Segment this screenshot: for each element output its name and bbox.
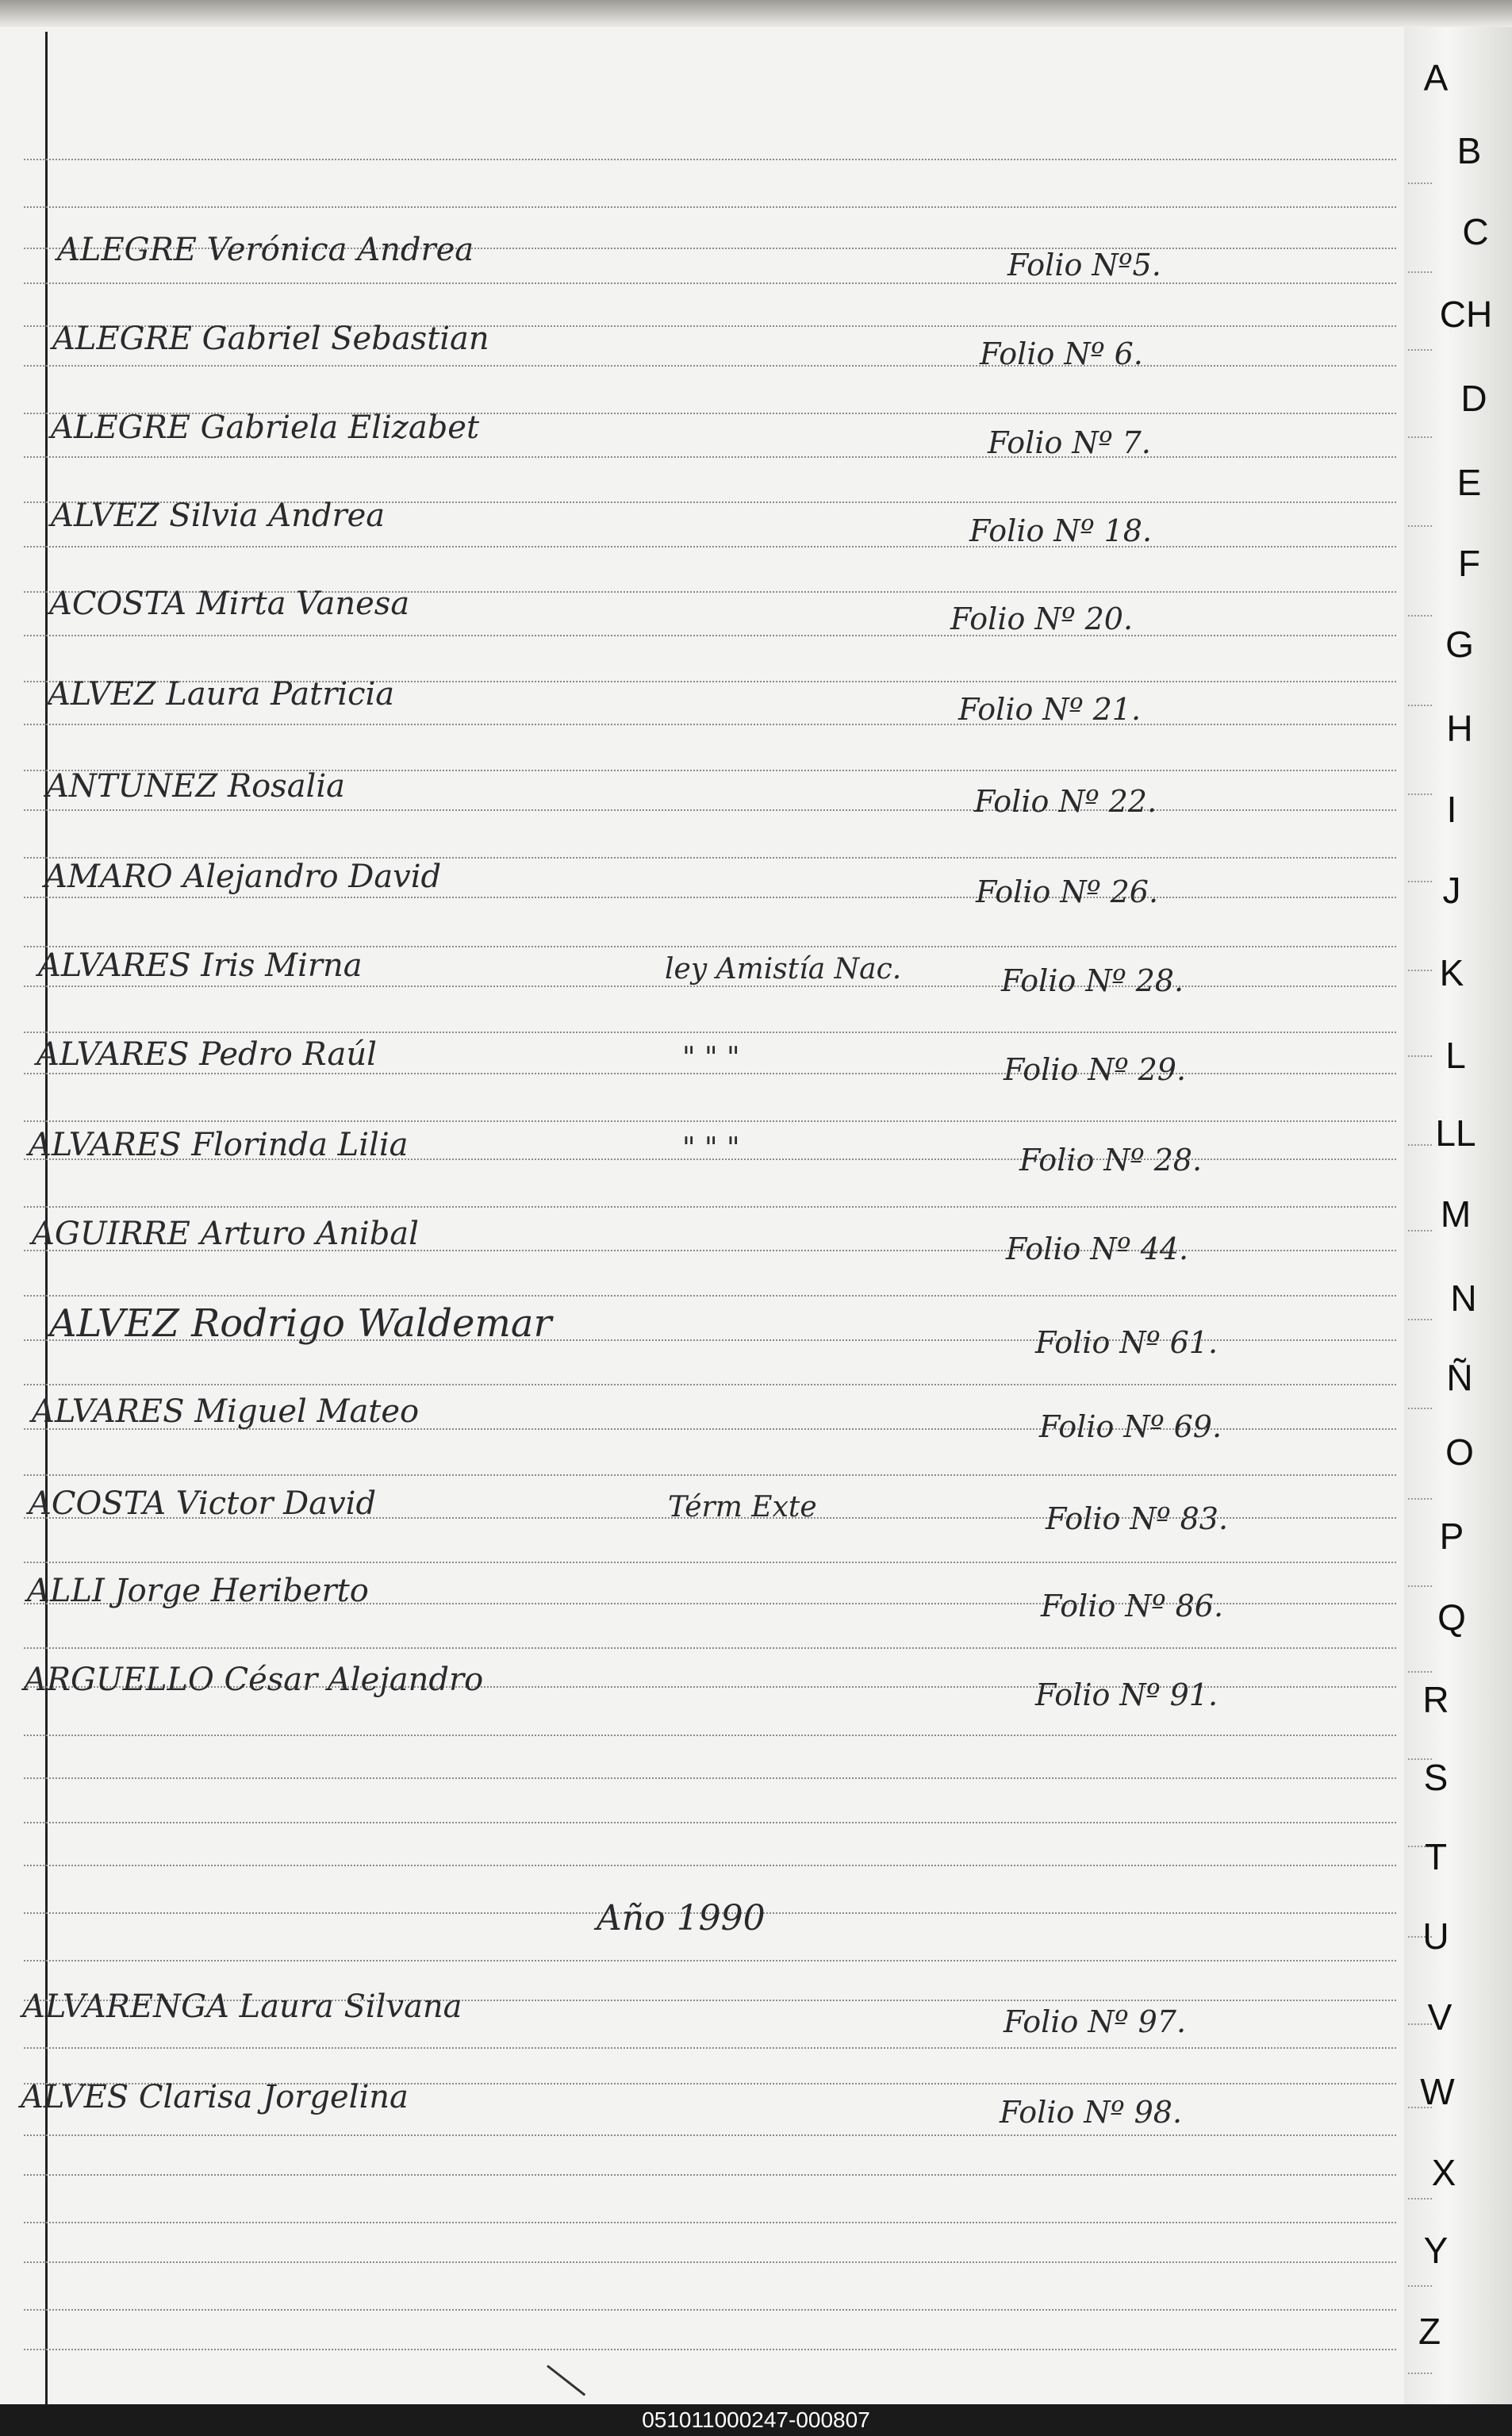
ruled-line: [24, 1865, 1396, 1866]
top-edge: [0, 0, 1512, 27]
ledger-entry: [0, 305, 1404, 376]
ledger-entry: [0, 1200, 1404, 1271]
index-tab-j[interactable]: J: [1442, 870, 1461, 911]
entry-folio: Folio Nº 26.: [976, 874, 1159, 909]
entry-name: ALVARES Miguel Mateo: [32, 1393, 420, 1430]
entry-name: AMARO Alejandro David: [44, 859, 442, 895]
entry-folio: Folio Nº 21.: [958, 692, 1142, 727]
ledger-entry: [0, 660, 1404, 732]
index-tab-f[interactable]: F: [1457, 543, 1481, 584]
entry-name: ACOSTA Victor David: [29, 1485, 377, 1522]
ledger-entry: [0, 752, 1404, 824]
index-tab-m[interactable]: M: [1440, 1193, 1472, 1235]
entry-folio: Folio Nº 6.: [980, 336, 1143, 371]
ledger-entry: [0, 843, 1404, 914]
entry-folio: Folio Nº 69.: [1039, 1409, 1222, 1444]
ruled-line: [24, 206, 1396, 208]
entry-name: ALVEZ Rodrigo Waldemar: [49, 1301, 552, 1346]
ledger-entry: [0, 932, 1404, 1003]
entry-name: ALVARES Pedro Raúl: [36, 1036, 377, 1073]
index-tab-v[interactable]: V: [1427, 1996, 1453, 2038]
year-heading: Año 1990: [597, 1898, 766, 1938]
entry-note: Térm Exte: [668, 1491, 817, 1523]
ruled-line: [24, 2134, 1396, 2136]
ledger-entry: [0, 216, 1404, 287]
entry-name: ARGUELLO César Alejandro: [24, 1662, 484, 1698]
entry-note: " " ": [682, 1042, 740, 1074]
index-tab-u[interactable]: U: [1422, 1915, 1449, 1957]
entry-name: ALLI Jorge Heriberto: [27, 1573, 369, 1609]
entry-name: ALVARENGA Laura Silvana: [22, 1988, 462, 2025]
index-tab-c[interactable]: C: [1462, 211, 1489, 252]
index-tab-s[interactable]: S: [1423, 1757, 1449, 1798]
entry-folio: Folio Nº 91.: [1035, 1677, 1218, 1712]
ruled-line-edge: [1408, 2285, 1432, 2287]
ruled-line-edge: [1408, 1408, 1432, 1409]
entry-folio: Folio Nº 20.: [950, 601, 1134, 636]
index-tab-y[interactable]: Y: [1423, 2230, 1449, 2271]
ruled-line: [24, 1960, 1396, 1961]
entry-name: ALEGRE Gabriel Sebastian: [52, 321, 489, 357]
entry-folio: Folio Nº 18.: [969, 513, 1153, 548]
index-tab-ch[interactable]: CH: [1439, 294, 1493, 335]
entry-folio: Folio Nº 29.: [1004, 1052, 1187, 1087]
document-id: 051011000247-000807: [0, 2404, 1512, 2436]
ledger-entry: [0, 1470, 1404, 1541]
ruled-line-edge: [1408, 1585, 1432, 1587]
entry-folio: Folio Nº5.: [1007, 248, 1161, 282]
index-tab-h[interactable]: H: [1446, 708, 1473, 749]
ledger-entry: [0, 1020, 1404, 1092]
entry-folio: Folio Nº 44.: [1006, 1231, 1189, 1266]
index-tab-l[interactable]: L: [1445, 1035, 1466, 1076]
ruled-line: [24, 2222, 1396, 2223]
entry-folio: Folio Nº 7.: [988, 425, 1151, 460]
index-tab-t[interactable]: T: [1424, 1836, 1448, 1877]
entry-folio: Folio Nº 28.: [1001, 963, 1184, 998]
ledger-entry: [0, 1557, 1404, 1628]
entry-name: ALVEZ Silvia Andrea: [51, 498, 386, 534]
ruled-line: [24, 2261, 1396, 2263]
ruled-line: [24, 1735, 1396, 1736]
entry-folio: Folio Nº 22.: [974, 784, 1157, 819]
ledger-entry: [0, 394, 1404, 465]
index-tab-o[interactable]: O: [1445, 1431, 1474, 1473]
entry-folio: Folio Nº 61.: [1035, 1325, 1218, 1360]
index-tab-q[interactable]: Q: [1437, 1596, 1466, 1638]
ruled-line-edge: [1408, 183, 1432, 184]
index-tab-w[interactable]: W: [1420, 2071, 1455, 2112]
ruled-line-edge: [1408, 349, 1432, 351]
entry-name: ALEGRE Verónica Andrea: [57, 232, 474, 268]
ruled-line: [24, 2349, 1396, 2350]
index-tab-r[interactable]: R: [1422, 1679, 1449, 1720]
ruled-line-edge: [1408, 271, 1432, 273]
entry-name: ACOSTA Mirta Vanesa: [49, 586, 410, 622]
entry-note: ley Amistía Nac.: [665, 953, 902, 986]
ledger-entry: [0, 1973, 1404, 2044]
entry-name: ALVARES Florinda Lilia: [29, 1127, 409, 1163]
ruled-line: [24, 1822, 1396, 1823]
ruled-line: [24, 2174, 1396, 2176]
index-tab-k[interactable]: K: [1439, 952, 1464, 993]
index-tab-z[interactable]: Z: [1418, 2311, 1441, 2352]
index-tab-p[interactable]: P: [1439, 1516, 1464, 1557]
ledger-entry: [0, 1293, 1404, 1365]
ruled-line-edge: [1408, 615, 1432, 617]
entry-name: ALVARES Iris Mirna: [38, 947, 363, 984]
index-tab-n[interactable]: N: [1450, 1278, 1477, 1319]
ruled-line-edge: [1408, 2373, 1432, 2374]
entry-name: ANTUNEZ Rosalia: [46, 768, 345, 805]
entry-note: " " ": [682, 1132, 740, 1165]
index-tab-b[interactable]: B: [1456, 130, 1482, 171]
entry-folio: Folio Nº 28.: [1019, 1143, 1203, 1178]
entry-folio: Folio Nº 97.: [1004, 2004, 1187, 2039]
ruled-line: [24, 1777, 1396, 1779]
ruled-line-edge: [1408, 525, 1432, 527]
ruled-line-edge: [1408, 1498, 1432, 1500]
entry-folio: Folio Nº 98.: [1000, 2095, 1183, 2130]
ledger-entry: [0, 1646, 1404, 1717]
index-tab-e[interactable]: E: [1456, 462, 1482, 503]
ruled-line: [24, 2047, 1396, 2049]
index-tab-g[interactable]: G: [1445, 624, 1474, 665]
ledger-entry: [0, 1111, 1404, 1182]
ruled-line: [24, 159, 1396, 160]
ruled-line-edge: [1408, 2198, 1432, 2200]
ruled-line-edge: [1408, 1671, 1432, 1673]
ledger-entry: [0, 570, 1404, 641]
ruled-line: [24, 2309, 1396, 2311]
entry-folio: Folio Nº 83.: [1046, 1501, 1229, 1536]
ledger-entry: [0, 2063, 1404, 2134]
ruled-line-edge: [1408, 436, 1432, 438]
entry-name: AGUIRRE Arturo Anibal: [32, 1216, 419, 1252]
index-tab-a[interactable]: A: [1423, 57, 1449, 98]
ledger-entry: [0, 482, 1404, 553]
index-tab-d[interactable]: D: [1460, 378, 1487, 419]
index-tab-x[interactable]: X: [1431, 2152, 1456, 2193]
entry-name: ALVEZ Laura Patricia: [48, 676, 395, 713]
entry-name: ALVES Clarisa Jorgelina: [21, 2079, 409, 2115]
entry-name: ALEGRE Gabriela Elizabet: [51, 409, 480, 446]
ledger-entry: [0, 1377, 1404, 1449]
entry-folio: Folio Nº 86.: [1041, 1589, 1224, 1623]
index-tab-ñ[interactable]: Ñ: [1446, 1357, 1473, 1398]
index-tab-ll[interactable]: LL: [1435, 1112, 1476, 1154]
index-tab-i[interactable]: I: [1446, 789, 1457, 830]
